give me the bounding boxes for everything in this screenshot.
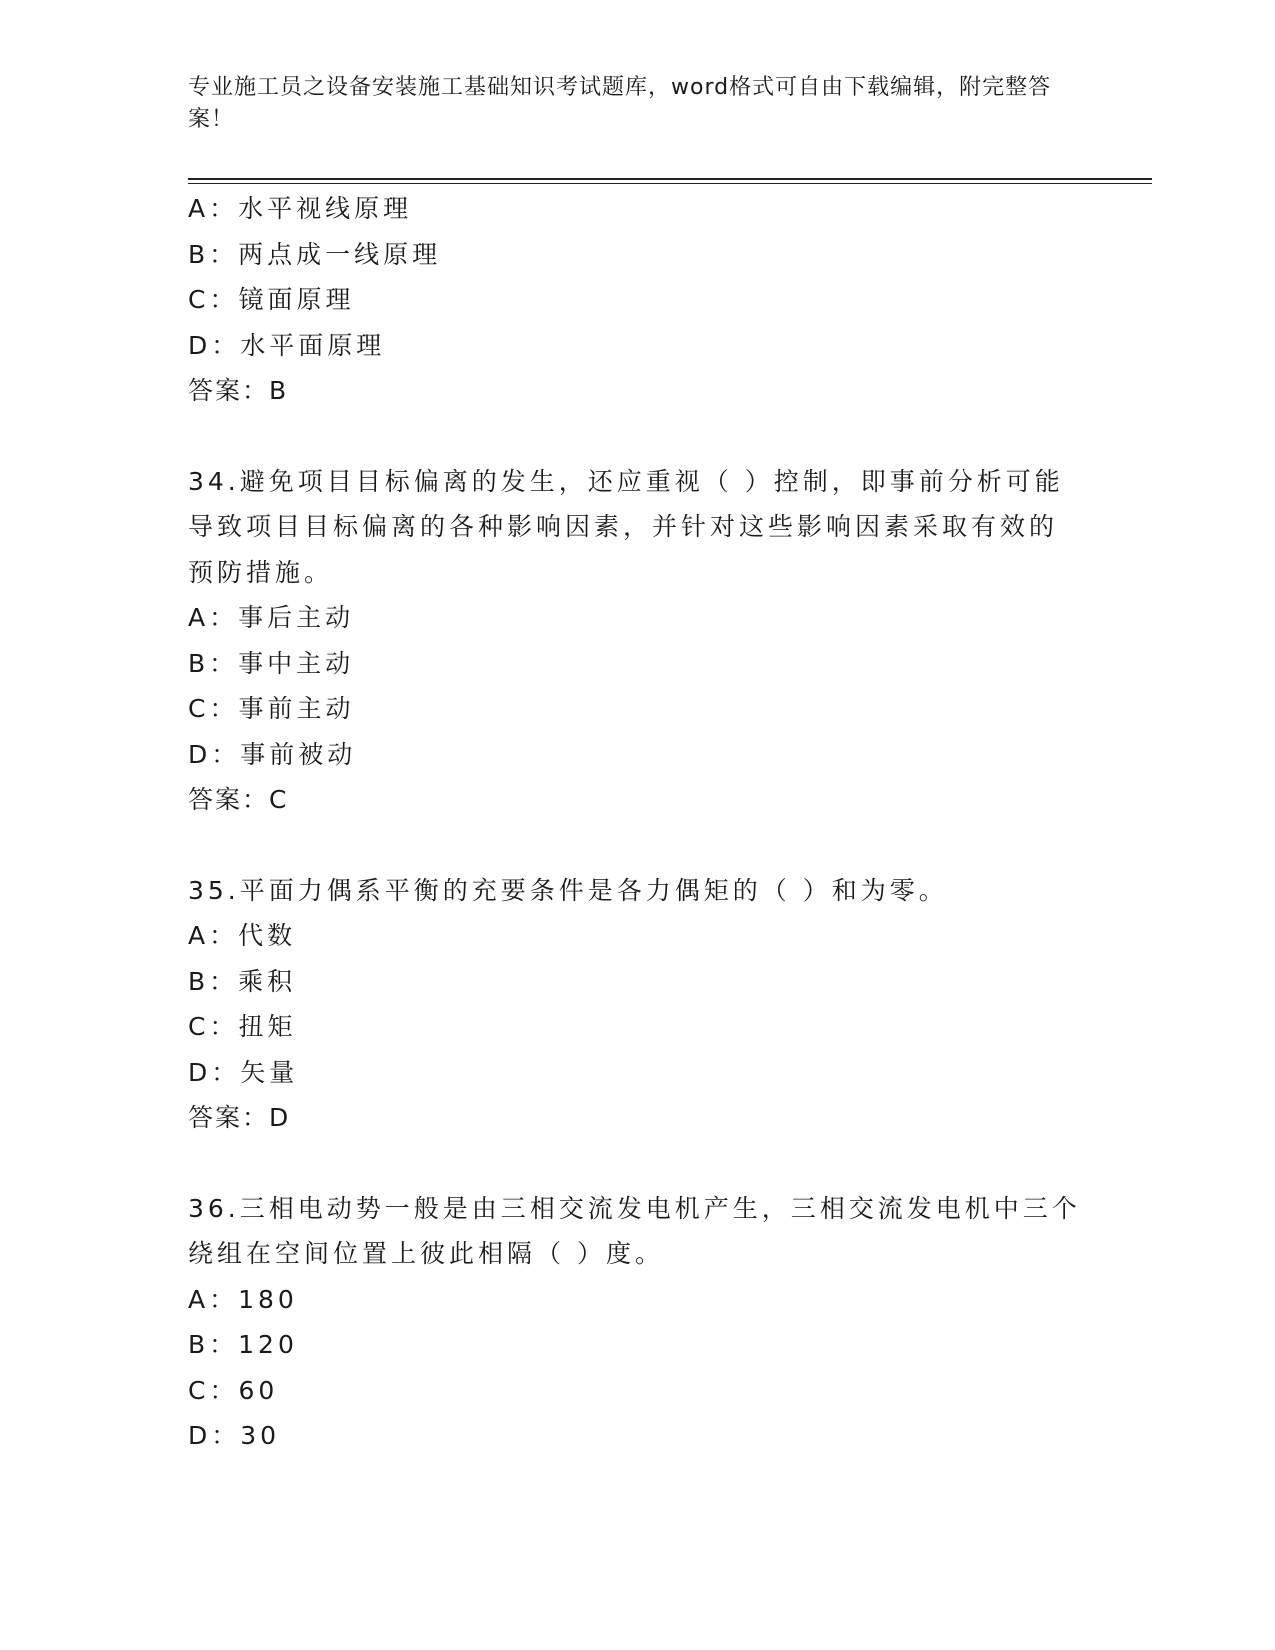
option-d: D：水平面原理: [188, 330, 386, 360]
question-stem-line: 35.平面力偶系平衡的充要条件是各力偶矩的（ ）和为零。: [188, 875, 948, 905]
question-stem-line: 36.三相电动势一般是由三相交流发电机产生，三相交流发电机中三个: [188, 1193, 1081, 1223]
option-d: D：事前被动: [188, 739, 357, 769]
option-d: D：30: [188, 1421, 281, 1450]
option-a: A：水平视线原理: [188, 194, 413, 223]
answer-line: 答案：D: [188, 1103, 291, 1132]
header-rule-top: [188, 178, 1152, 180]
question-stem-line: 绕组在空间位置上彼此相隔（ ）度。: [188, 1239, 664, 1268]
question-stem-line: 导致项目目标偏离的各种影响因素，并针对这些影响因素采取有效的: [188, 512, 1059, 541]
option-a: A：事后主动: [188, 603, 355, 632]
question-36: [188, 1186, 1088, 1459]
header-rule-bottom: [188, 183, 1152, 184]
question-33: [188, 186, 1088, 414]
question-list: [188, 186, 1088, 1459]
option-d: D：矢量: [188, 1057, 299, 1087]
option-b: B：两点成一线原理: [188, 239, 442, 269]
answer-line: 答案：B: [188, 376, 289, 405]
option-c: C：镜面原理: [188, 285, 355, 314]
spacer: [188, 1141, 1088, 1186]
spacer: [188, 414, 1088, 459]
document-header: 专业施工员之设备安装施工基础知识考试题库，word格式可自由下载编辑，附完整答案！: [188, 75, 1052, 132]
option-a: A：代数: [188, 921, 297, 950]
option-c: C：事前主动: [188, 694, 355, 723]
option-c: C：扭矩: [188, 1012, 297, 1041]
spacer: [188, 823, 1088, 868]
option-a: A：180: [188, 1284, 298, 1314]
answer-line: 答案：C: [188, 785, 289, 814]
question-stem-line: 预防措施。: [188, 557, 334, 587]
question-34: [188, 459, 1088, 823]
question-35: [188, 868, 1088, 1141]
option-b: B：事中主动: [188, 648, 355, 678]
option-c: C：60: [188, 1375, 279, 1405]
option-b: B：乘积: [188, 966, 297, 996]
question-stem-line: 34.避免项目目标偏离的发生，还应重视（ ）控制，即事前分析可能: [188, 466, 1064, 496]
option-b: B：120: [188, 1330, 298, 1359]
